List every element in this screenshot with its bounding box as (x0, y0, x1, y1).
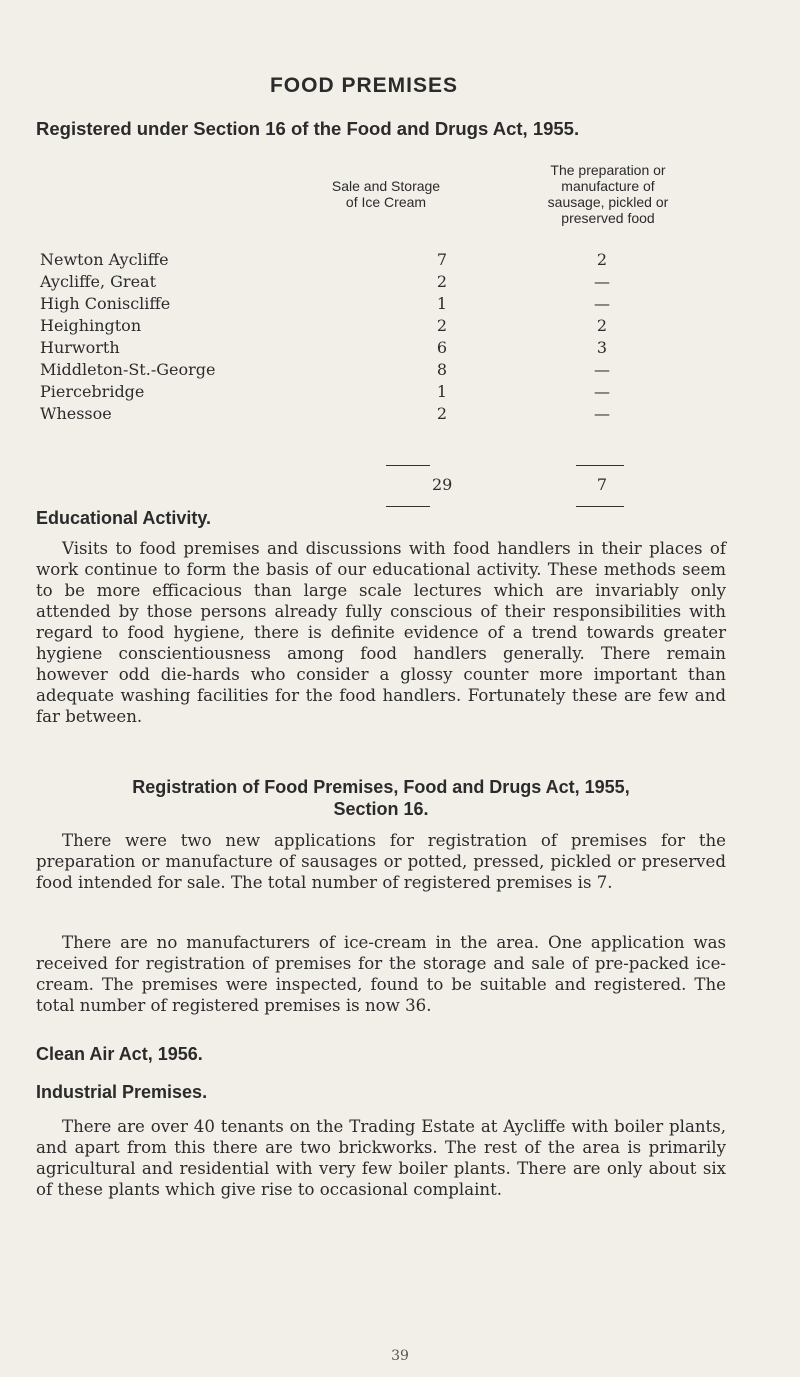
totals-row (40, 475, 740, 497)
col-header-preserved-line: preserved food (561, 210, 655, 226)
place-name: Heighington (40, 316, 142, 335)
preserved-food-count: — (594, 382, 610, 401)
table-row (40, 316, 740, 338)
ice-cream-count: 8 (436, 360, 448, 379)
place-name: Whessoe (40, 404, 112, 423)
col-header-preserved-line: manufacture of (561, 178, 655, 194)
educational-text: Visits to food premises and discussions with food handlers in their places of work continue to form the basis of our educational activity. These methods seem to be more efficacious than large scale lectures which are invariably only attended by those persons already fully conscious of their responsibilities with regard to food hygiene, there is definite evidence of a trend towards greater hygiene conscientiousness among food handlers generally. There remain however odd die-hards who consider a glossy counter more important than adequate washing facilities for the food handlers. Fortunately these are few and far between. (36, 539, 726, 726)
table-row (40, 294, 740, 316)
registration-text-1: There were two new applications for registration of premises for the preparation or manufacture of sausages or potted, pressed, pickled or preserved food intended for sale. The total number of registered premises is 7. (36, 831, 726, 892)
registration-heading-line: Registration of Food Premises, Food and Drugs Act, 1955, (132, 777, 630, 797)
table-subtitle: Registered under Section 16 of the Food and Drugs Act, 1955. (36, 118, 580, 139)
clean-air-text: There are over 40 tenants on the Trading Estate at Aycliffe with boiler plants, and apart from this there are two brickworks. The rest of the area is primarily agricultural and residential with very few boiler plants. There are only about six of these plants which give rise to occasional complaint. (36, 1117, 726, 1199)
place-name: Middleton-St.-George (40, 360, 216, 379)
total-preserved: 7 (596, 475, 608, 494)
preserved-food-count: — (594, 360, 610, 379)
ice-cream-count: 1 (436, 382, 448, 401)
col-header-ice-cream-line: of Ice Cream (345, 194, 427, 210)
table-row (40, 382, 740, 404)
preserved-food-count: 3 (596, 338, 608, 357)
total-ice-cream: 29 (432, 475, 453, 494)
table-row (40, 360, 740, 382)
registration-paragraph-2 (36, 932, 726, 1016)
clean-air-heading: Clean Air Act, 1956. (36, 1044, 203, 1064)
page-title: FOOD PREMISES (269, 74, 459, 97)
col-header-preserved-line: sausage, pickled or (547, 194, 669, 210)
place-name: Piercebridge (40, 382, 145, 401)
ice-cream-count: 1 (436, 294, 448, 313)
ice-cream-count: 2 (436, 316, 448, 335)
ice-cream-count: 2 (436, 404, 448, 423)
preserved-food-count: 2 (596, 250, 608, 269)
totals-rule-right (576, 465, 624, 466)
preserved-food-count: 2 (596, 316, 608, 335)
col-header-ice-cream-line: Sale and Storage (331, 178, 441, 194)
col-header-preserved-food (538, 162, 678, 226)
col-header-ice-cream (326, 178, 446, 210)
table-row (40, 250, 740, 272)
preserved-food-count: — (594, 272, 610, 291)
table-row (40, 272, 740, 294)
col-header-preserved-line: The preparation or (550, 162, 666, 178)
page-number: 39 (391, 1348, 409, 1364)
registration-heading-line: Section 16. (333, 799, 429, 819)
place-name: Hurworth (40, 338, 120, 357)
preserved-food-count: — (594, 404, 610, 423)
table-row (40, 404, 740, 426)
registration-heading (36, 776, 726, 820)
totals-under-rule-left (386, 506, 430, 507)
educational-heading: Educational Activity. (36, 508, 212, 528)
clean-air-paragraph (36, 1116, 726, 1200)
registration-text-2: There are no manufacturers of ice-cream in the area. One application was received for registration of premises for the storage and sale of pre-packed ice-cream. The premises were inspected, found to be suitable and registered. The total number of registered premises is now 36. (36, 933, 726, 1015)
educational-paragraph (36, 538, 726, 727)
table-row (40, 338, 740, 360)
ice-cream-count: 7 (436, 250, 448, 269)
ice-cream-count: 6 (436, 338, 448, 357)
preserved-food-count: — (594, 294, 610, 313)
totals-under-rule-right (576, 506, 624, 507)
place-name: High Coniscliffe (40, 294, 171, 313)
place-name: Aycliffe, Great (40, 272, 157, 291)
totals-rule-left (386, 465, 430, 466)
ice-cream-count: 2 (436, 272, 448, 291)
industrial-premises-heading: Industrial Premises. (36, 1082, 208, 1102)
registration-paragraph-1 (36, 830, 726, 893)
place-name: Newton Aycliffe (40, 250, 169, 269)
